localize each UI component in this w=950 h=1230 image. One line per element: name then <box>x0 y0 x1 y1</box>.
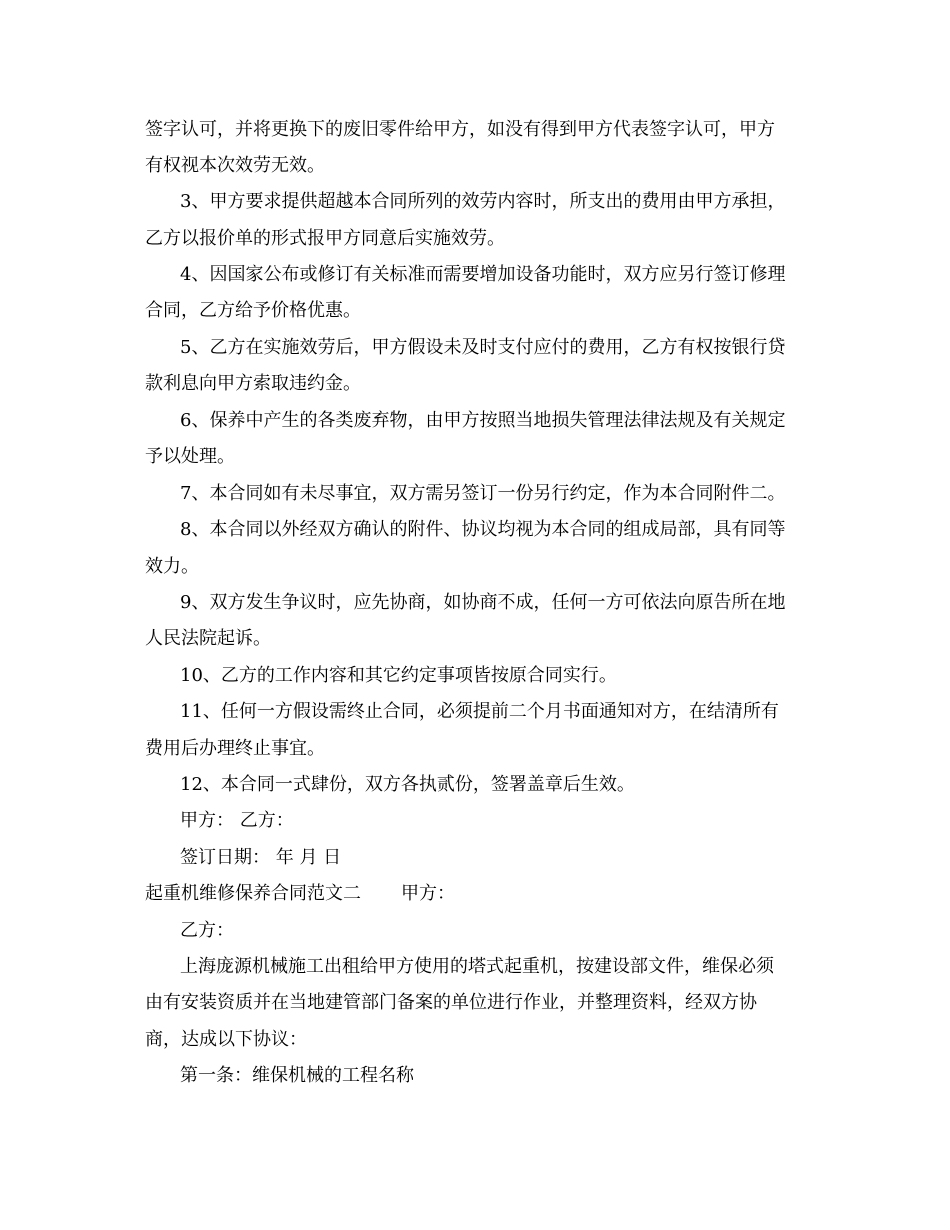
clause-7: 7、本合同如有未尽事宜，双方需另签订一份另行约定，作为本合同附件二。 <box>180 483 786 504</box>
text-line: 签字认可，并将更换下的废旧零件给甲方，如没有得到甲方代表签字认可，甲方 <box>145 119 775 140</box>
text-line: 款利息向甲方索取违约金。 <box>145 373 361 394</box>
text-line: 由有安装资质并在当地建管部门备案的单位进行作业，并整理资料，经双方协 <box>145 992 757 1013</box>
section-heading <box>145 882 455 906</box>
text-line: 合同，乙方给予价格优惠。 <box>145 300 361 321</box>
article-1-heading: 第一条：维保机械的工程名称 <box>180 1065 414 1086</box>
clause-9: 9、双方发生争议时，应先协商，如协商不成，任何一方可依法向原告所在地 <box>180 592 786 613</box>
clause-6: 6、保养中产生的各类废弃物，由甲方按照当地损失管理法律法规及有关规定 <box>180 410 786 431</box>
section-title: 起重机维修保养合同范文二 <box>145 883 361 904</box>
clause-10: 10、乙方的工作内容和其它约定事项皆按原合同实行。 <box>180 665 617 686</box>
text-line: 费用后办理终止事宜。 <box>145 738 325 759</box>
intro-paragraph: 上海庞源机械施工出租给甲方使用的塔式起重机，按建设部文件，维保必须 <box>180 956 774 977</box>
signing-date: 签订日期： 年 月 日 <box>180 847 342 868</box>
text-line: 乙方以报价单的形式报甲方同意后实施效劳。 <box>145 228 505 249</box>
text-line: 效力。 <box>145 556 199 577</box>
party-b-label: 乙方： <box>180 920 234 941</box>
text-line: 商，达成以下协议： <box>145 1029 307 1050</box>
text-line: 有权视本次效劳无效。 <box>145 155 325 176</box>
clause-4: 4、因国家公布或修订有关标准而需要增加设备功能时，双方应另行签订修理 <box>180 264 786 285</box>
text-line: 人民法院起诉。 <box>145 628 271 649</box>
clause-8: 8、本合同以外经双方确认的附件、协议均视为本合同的组成局部，具有同等 <box>180 519 786 540</box>
clause-3: 3、甲方要求提供超越本合同所列的效劳内容时，所支出的费用由甲方承担， <box>180 191 786 212</box>
clause-5: 5、乙方在实施效劳后，甲方假设未及时支付应付的费用，乙方有权按银行贷 <box>180 337 786 358</box>
clause-11: 11、任何一方假设需终止合同，必须提前二个月书面通知对方，在结清所有 <box>180 701 779 722</box>
party-a-label: 甲方： <box>401 883 455 904</box>
text-line: 予以处理。 <box>145 446 235 467</box>
signature-parties: 甲方： 乙方： <box>180 810 294 831</box>
clause-12: 12、本合同一式肆份，双方各执贰份，签署盖章后生效。 <box>180 774 635 795</box>
